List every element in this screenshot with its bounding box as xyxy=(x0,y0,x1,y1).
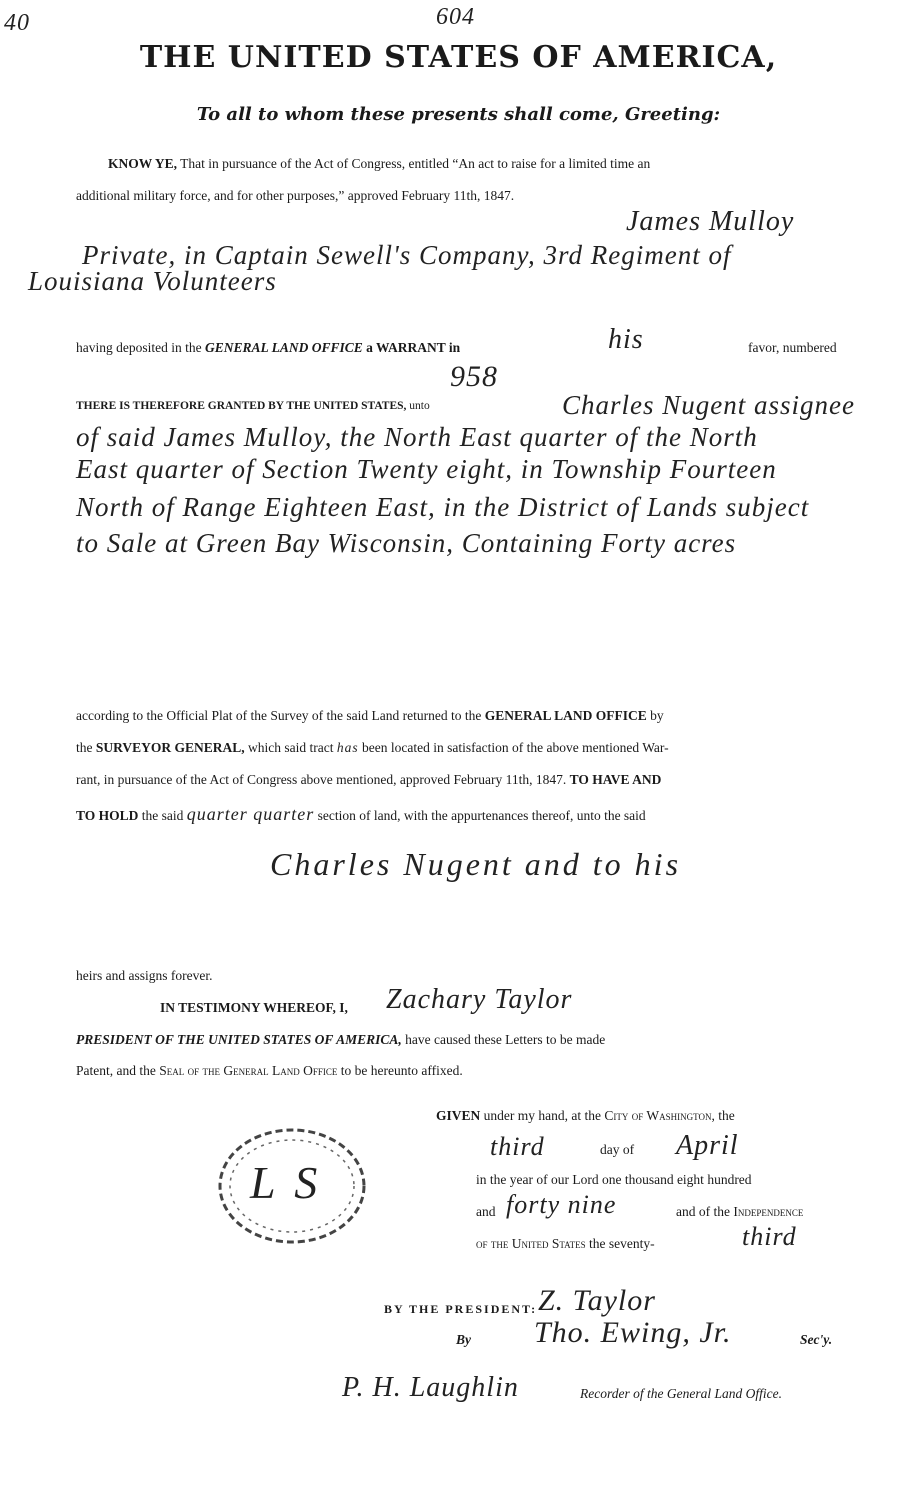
given-line-1 xyxy=(436,1108,735,1124)
warrant-number: 958 xyxy=(450,360,498,393)
according-2d: been located in satisfaction of the above mentioned War- xyxy=(362,740,669,755)
given-month-hand: April xyxy=(676,1130,739,1161)
by-the-president: BY THE PRESIDENT: xyxy=(384,1302,538,1316)
grant-unto: unto xyxy=(409,400,430,412)
according-2a: the xyxy=(76,740,93,755)
corner-note: 40 xyxy=(4,10,30,36)
grant-line-1: Charles Nugent assignee xyxy=(562,390,855,420)
given-day-word: day of xyxy=(600,1142,635,1157)
given-year-hand: forty nine xyxy=(506,1190,617,1219)
testimony-2b: Seal of the General Land Office xyxy=(159,1063,338,1078)
according-3b: TO HAVE AND xyxy=(569,772,662,787)
given-1a: under my hand, at the xyxy=(483,1108,601,1123)
testimony-lead: IN TESTIMONY WHEREOF, I, xyxy=(160,1000,348,1015)
soldier-line-1: Private, in Captain Sewell's Company, 3rd Regiment of xyxy=(82,240,732,270)
according-line-1 xyxy=(76,708,664,724)
know-ye-line-1 xyxy=(108,156,650,172)
given-4c: Independence xyxy=(733,1204,804,1219)
given-4b: and of the xyxy=(676,1204,730,1219)
given-day-hand: third xyxy=(490,1132,545,1161)
by-label: By xyxy=(456,1332,471,1347)
according-4c: section of land, with the appurtenances thereof, unto the said xyxy=(317,808,646,823)
according-4-hand: quarter quarter xyxy=(186,804,315,824)
according-1c: by xyxy=(650,708,664,723)
soldier-name: James Mulloy xyxy=(626,206,795,237)
given-5b: the seventy- xyxy=(589,1236,655,1251)
testimony-2a: Patent, and the xyxy=(76,1063,156,1078)
according-2b: SURVEYOR GENERAL, xyxy=(95,740,245,755)
given-lead: GIVEN xyxy=(436,1108,481,1123)
deposit-prefix: having deposited in the xyxy=(76,340,202,355)
greeting: To all to whom these presents shall come, Greeting: xyxy=(196,104,721,125)
grant-line-3: East quarter of Section Twenty eight, in Township Fourteen xyxy=(76,454,777,484)
grant-line-5: to Sale at Green Bay Wisconsin, Containing Forty acres xyxy=(76,528,737,558)
testimony-1b: have caused these Letters to be made xyxy=(405,1032,606,1047)
know-ye-text-1: That in pursuance of the Act of Congress, entitled “An act to raise for a limited time an xyxy=(180,156,651,171)
deposit-warrant: a WARRANT in xyxy=(366,340,461,355)
deposit-pronoun: his xyxy=(608,324,644,355)
according-line-4 xyxy=(76,804,646,825)
testimony-2c: to be hereunto affixed. xyxy=(340,1063,463,1078)
according-4b: the said xyxy=(141,808,184,823)
heirs-line: heirs and assigns forever. xyxy=(76,968,213,983)
according-line-3 xyxy=(76,772,661,788)
given-line-5 xyxy=(476,1236,655,1252)
secy-label: Sec'y. xyxy=(800,1332,833,1347)
soldier-line-2: Louisiana Volunteers xyxy=(28,266,277,296)
given-1c: the xyxy=(718,1108,735,1123)
deposit-line xyxy=(76,340,460,356)
grant-prefix xyxy=(76,400,430,412)
deposit-office: GENERAL LAND OFFICE xyxy=(204,340,363,355)
given-ind-year-hand: third xyxy=(742,1222,797,1251)
according-line-2 xyxy=(76,740,669,756)
president-name-hand: Zachary Taylor xyxy=(386,984,573,1015)
given-1b: City of Washington, xyxy=(604,1108,715,1123)
according-1a: according to the Official Plat of the Survey of the said Land returned to the xyxy=(76,708,482,723)
given-line-4 xyxy=(676,1204,803,1220)
know-ye-lead: KNOW YE, xyxy=(108,156,178,171)
grant-line-4: North of Range Eighteen East, in the District of Lands subject xyxy=(76,492,810,522)
given-line-3: in the year of our Lord one thousand eight hundred xyxy=(476,1172,752,1187)
top-number: 604 xyxy=(436,4,475,30)
seal xyxy=(212,1122,372,1250)
according-2c: which said tract xyxy=(248,740,334,755)
testimony-1a: PRESIDENT OF THE UNITED STATES OF AMERICA, xyxy=(76,1032,402,1047)
recorder-title: Recorder of the General Land Office. xyxy=(580,1386,782,1401)
given-and: and xyxy=(476,1204,496,1219)
document-title: THE UNITED STATES OF AMERICA, xyxy=(139,40,778,75)
secretary-signature: Tho. Ewing, Jr. xyxy=(534,1316,732,1349)
grant-line-2: of said James Mulloy, the North East quarter of the North xyxy=(76,422,758,452)
according-has: has xyxy=(336,740,359,755)
given-5a: of the United States xyxy=(476,1236,586,1251)
grantee-line: Charles Nugent and to his xyxy=(270,846,682,882)
recorder-signature: P. H. Laughlin xyxy=(342,1372,519,1403)
testimony-line-2 xyxy=(76,1063,463,1079)
deposit-suffix: favor, numbered xyxy=(748,340,837,355)
according-4a: TO HOLD xyxy=(76,808,139,823)
according-1b: GENERAL LAND OFFICE xyxy=(484,708,647,723)
president-signature: Z. Taylor xyxy=(538,1284,656,1317)
grant-prefix-text: THERE IS THEREFORE GRANTED BY THE UNITED STATES, xyxy=(76,400,407,412)
seal-text: L S xyxy=(250,1157,322,1208)
according-3a: rant, in pursuance of the Act of Congress above mentioned, approved February 11th, 1847. xyxy=(76,772,567,787)
testimony-line-1 xyxy=(76,1032,605,1048)
know-ye-line-2: additional military force, and for other purposes,” approved February 11th, 1847. xyxy=(76,188,515,203)
